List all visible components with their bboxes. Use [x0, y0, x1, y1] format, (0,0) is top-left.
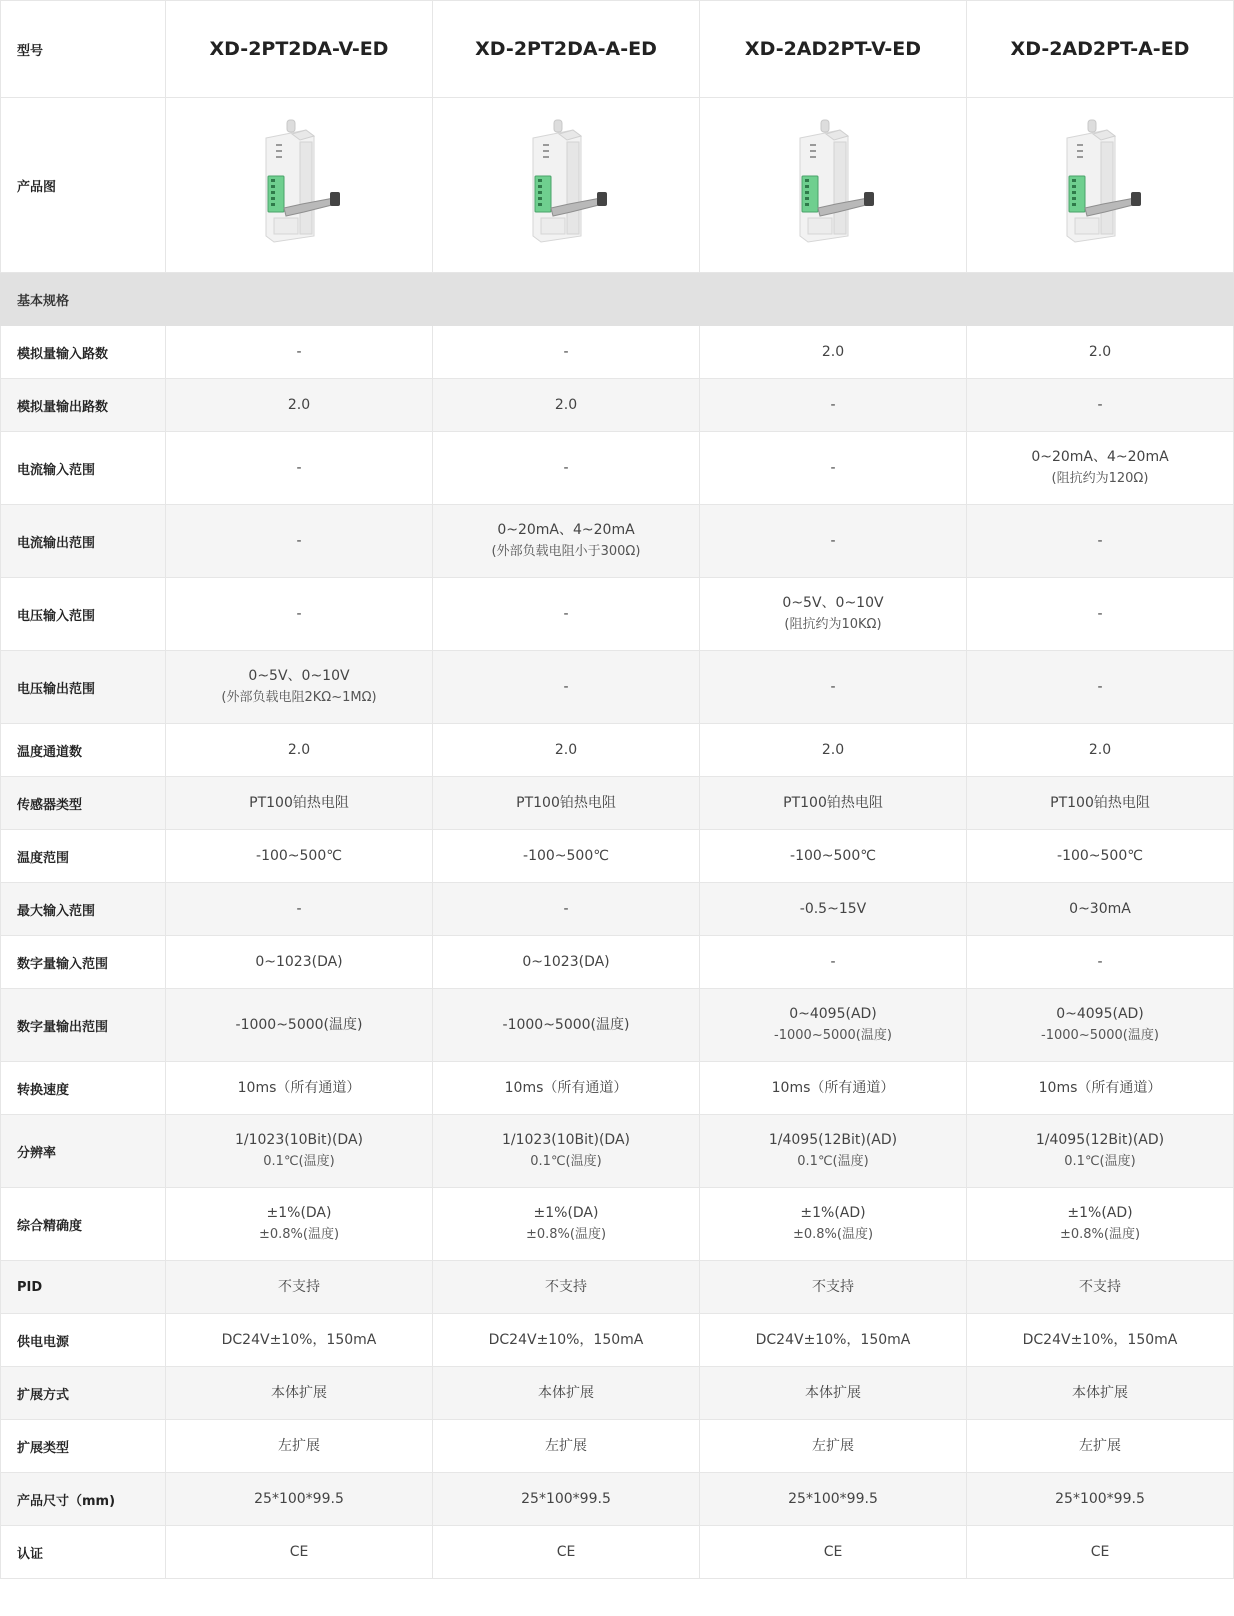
value-line: PT100铂热电阻: [249, 794, 349, 811]
row-label: 电压输出范围: [1, 651, 166, 724]
value-note: 0.1℃(温度): [530, 1154, 602, 1169]
spec-value: [700, 1314, 967, 1367]
value-line: PT100铂热电阻: [783, 794, 883, 811]
row-label: 扩展类型: [1, 1420, 166, 1473]
spec-value: [700, 1526, 967, 1579]
value-line: 本体扩展: [805, 1384, 861, 1401]
value-line: -100~500℃: [256, 847, 342, 864]
value-line: -100~500℃: [523, 847, 609, 864]
value-line: -100~500℃: [1057, 847, 1143, 864]
value-line: 1/4095(12Bit)(AD): [1035, 1132, 1165, 1148]
value-line: -: [563, 678, 569, 695]
value-line: 不支持: [278, 1278, 320, 1295]
spec-value: [433, 1062, 700, 1115]
value-note: (外部负载电阻2KΩ~1MΩ): [221, 690, 377, 705]
spec-row: [1, 883, 1234, 936]
spec-value: [700, 1367, 967, 1420]
spec-value: [433, 989, 700, 1062]
spec-value: [967, 1420, 1234, 1473]
value-note: 0.1℃(温度): [797, 1154, 869, 1169]
value-line: CE: [556, 1543, 576, 1560]
row-label: 数字量输入范围: [1, 936, 166, 989]
value-line: 25*100*99.5: [788, 1490, 878, 1507]
spec-value: [166, 1261, 433, 1314]
row-label: PID: [1, 1261, 166, 1314]
value-note: 0.1℃(温度): [263, 1154, 335, 1169]
spec-value: [967, 883, 1234, 936]
plc-module-image: [778, 118, 888, 248]
spec-value: [700, 379, 967, 432]
spec-value: [433, 830, 700, 883]
value-note: -1000~5000(温度): [774, 1028, 892, 1043]
value-line: -: [1097, 605, 1103, 622]
spec-value: [967, 1367, 1234, 1420]
section-title: 基本规格: [1, 273, 1234, 326]
value-line: -: [1097, 396, 1103, 413]
value-line: 不支持: [545, 1278, 587, 1295]
spec-value: [967, 1188, 1234, 1261]
value-line: -100~500℃: [790, 847, 876, 864]
value-line: ±1%(DA): [533, 1205, 599, 1221]
plc-module-image: [1045, 118, 1155, 248]
value-line: 2.0: [287, 741, 311, 758]
spec-row: [1, 1188, 1234, 1261]
spec-row: [1, 432, 1234, 505]
value-line: -: [296, 459, 302, 476]
spec-value: [166, 936, 433, 989]
row-label: 传感器类型: [1, 777, 166, 830]
spec-value: [433, 883, 700, 936]
spec-value: [700, 724, 967, 777]
spec-value: [967, 379, 1234, 432]
value-line: -: [830, 459, 836, 476]
value-line: 左扩展: [812, 1437, 854, 1454]
product-image-cell: [433, 98, 700, 273]
value-line: -0.5~15V: [799, 900, 867, 917]
value-line: 左扩展: [1079, 1437, 1121, 1454]
spec-row: [1, 1261, 1234, 1314]
spec-value: [967, 505, 1234, 578]
row-label: 型号: [1, 1, 166, 98]
value-line: 25*100*99.5: [254, 1490, 344, 1507]
value-line: -: [1097, 532, 1103, 549]
value-note: ±0.8%(温度): [792, 1227, 874, 1242]
spec-value: [700, 651, 967, 724]
row-label: 温度范围: [1, 830, 166, 883]
spec-value: [700, 883, 967, 936]
spec-value: [433, 1314, 700, 1367]
value-line: 不支持: [1079, 1278, 1121, 1295]
value-line: DC24V±10%，150mA: [1022, 1331, 1178, 1348]
value-line: 本体扩展: [271, 1384, 327, 1401]
spec-value: [967, 1473, 1234, 1526]
spec-value: [967, 1261, 1234, 1314]
value-line: ±1%(AD): [800, 1205, 866, 1221]
spec-value: [433, 578, 700, 651]
value-line: CE: [1090, 1543, 1110, 1560]
value-line: ±1%(AD): [1067, 1205, 1133, 1221]
spec-value: [700, 830, 967, 883]
value-note: ±0.8%(温度): [525, 1227, 607, 1242]
value-line: CE: [289, 1543, 309, 1560]
row-label: 数字量输出范围: [1, 989, 166, 1062]
value-line: 1/4095(12Bit)(AD): [768, 1132, 898, 1148]
spec-value: [967, 651, 1234, 724]
value-line: 本体扩展: [538, 1384, 594, 1401]
row-label: 产品图: [1, 98, 166, 273]
value-line: 0~5V、0~10V: [248, 668, 350, 684]
spec-row: [1, 505, 1234, 578]
spec-value: [166, 1526, 433, 1579]
spec-value: [166, 326, 433, 379]
row-label: 模拟量输入路数: [1, 326, 166, 379]
spec-row: [1, 1526, 1234, 1579]
spec-value: [166, 1314, 433, 1367]
spec-row: [1, 777, 1234, 830]
value-note: (阻抗约为10KΩ): [784, 617, 882, 632]
spec-value: [166, 883, 433, 936]
spec-value: [166, 379, 433, 432]
spec-row: [1, 830, 1234, 883]
spec-value: [166, 1420, 433, 1473]
value-line: -: [830, 953, 836, 970]
spec-value: [700, 1062, 967, 1115]
spec-value: [700, 1473, 967, 1526]
value-line: DC24V±10%，150mA: [221, 1331, 377, 1348]
row-label: 供电电源: [1, 1314, 166, 1367]
spec-value: [433, 1420, 700, 1473]
spec-value: [433, 1261, 700, 1314]
value-note: ±0.8%(温度): [258, 1227, 340, 1242]
product-image-cell: [166, 98, 433, 273]
spec-value: [700, 326, 967, 379]
spec-row: [1, 1062, 1234, 1115]
spec-value: [166, 777, 433, 830]
spec-value: [967, 777, 1234, 830]
value-line: PT100铂热电阻: [1050, 794, 1150, 811]
value-line: -: [830, 678, 836, 695]
spec-value: [700, 989, 967, 1062]
value-line: -1000~5000(温度): [502, 1016, 630, 1033]
spec-row: [1, 1420, 1234, 1473]
spec-value: [700, 936, 967, 989]
spec-value: [967, 326, 1234, 379]
spec-value: [433, 1526, 700, 1579]
spec-value: [967, 1062, 1234, 1115]
value-line: -: [296, 605, 302, 622]
spec-value: [967, 989, 1234, 1062]
value-line: 10ms（所有通道）: [504, 1079, 628, 1096]
spec-value: [967, 1314, 1234, 1367]
value-note: ±0.8%(温度): [1059, 1227, 1141, 1242]
spec-value: [433, 1115, 700, 1188]
spec-value: [433, 379, 700, 432]
product-image-row: [1, 98, 1234, 273]
row-label: 电流输出范围: [1, 505, 166, 578]
spec-value: [166, 578, 433, 651]
value-note: 0.1℃(温度): [1064, 1154, 1136, 1169]
spec-row: [1, 1314, 1234, 1367]
value-line: 1/1023(10Bit)(DA): [501, 1132, 630, 1148]
value-line: -1000~5000(温度): [235, 1016, 363, 1033]
spec-value: [166, 432, 433, 505]
spec-row: [1, 1115, 1234, 1188]
value-line: 10ms（所有通道）: [237, 1079, 361, 1096]
spec-value: [166, 1367, 433, 1420]
spec-value: [967, 578, 1234, 651]
value-line: 0~1023(DA): [255, 953, 343, 970]
value-line: 25*100*99.5: [521, 1490, 611, 1507]
row-label: 最大输入范围: [1, 883, 166, 936]
value-line: 25*100*99.5: [1055, 1490, 1145, 1507]
value-line: 2.0: [554, 741, 578, 758]
value-line: -: [830, 396, 836, 413]
row-label: 温度通道数: [1, 724, 166, 777]
value-line: 2.0: [821, 343, 845, 360]
product-image-cell: [967, 98, 1234, 273]
spec-row: [1, 379, 1234, 432]
spec-value: [433, 936, 700, 989]
value-line: PT100铂热电阻: [516, 794, 616, 811]
value-line: ±1%(DA): [266, 1205, 332, 1221]
value-line: 2.0: [1088, 343, 1112, 360]
spec-value: [166, 830, 433, 883]
row-label: 综合精确度: [1, 1188, 166, 1261]
value-line: -: [563, 605, 569, 622]
spec-value: [166, 724, 433, 777]
value-line: -: [1097, 678, 1103, 695]
spec-row: [1, 989, 1234, 1062]
value-line: 10ms（所有通道）: [771, 1079, 895, 1096]
plc-module-image: [511, 118, 621, 248]
value-line: -: [296, 532, 302, 549]
model-name: XD-2AD2PT-V-ED: [700, 1, 967, 98]
value-note: (外部负载电阻小于300Ω): [491, 544, 641, 559]
value-line: 1/1023(10Bit)(DA): [234, 1132, 363, 1148]
spec-value: [967, 936, 1234, 989]
spec-value: [433, 1367, 700, 1420]
value-line: -: [296, 900, 302, 917]
row-label: 扩展方式: [1, 1367, 166, 1420]
spec-value: [967, 432, 1234, 505]
value-line: 不支持: [812, 1278, 854, 1295]
row-label: 电流输入范围: [1, 432, 166, 505]
spec-value: [166, 1188, 433, 1261]
spec-value: [433, 724, 700, 777]
spec-value: [700, 432, 967, 505]
spec-value: [700, 578, 967, 651]
value-line: DC24V±10%，150mA: [488, 1331, 644, 1348]
spec-value: [433, 651, 700, 724]
spec-row: [1, 578, 1234, 651]
row-label: 产品尺寸（mm): [1, 1473, 166, 1526]
spec-row: [1, 651, 1234, 724]
spec-row: [1, 936, 1234, 989]
value-line: -: [563, 343, 569, 360]
spec-value: [433, 432, 700, 505]
spec-value: [166, 1115, 433, 1188]
spec-value: [700, 505, 967, 578]
row-label: 转换速度: [1, 1062, 166, 1115]
row-label: 分辨率: [1, 1115, 166, 1188]
spec-value: [166, 1473, 433, 1526]
spec-value: [700, 777, 967, 830]
spec-value: [433, 1188, 700, 1261]
model-name: XD-2PT2DA-V-ED: [166, 1, 433, 98]
spec-value: [967, 1526, 1234, 1579]
spec-value: [433, 777, 700, 830]
spec-value: [433, 505, 700, 578]
value-line: -: [296, 343, 302, 360]
row-label: 电压输入范围: [1, 578, 166, 651]
value-note: -1000~5000(温度): [1041, 1028, 1159, 1043]
spec-row: [1, 1473, 1234, 1526]
value-line: 0~5V、0~10V: [782, 595, 884, 611]
spec-value: [967, 1115, 1234, 1188]
value-line: -: [563, 459, 569, 476]
value-line: 左扩展: [545, 1437, 587, 1454]
value-line: 10ms（所有通道）: [1038, 1079, 1162, 1096]
spec-value: [700, 1115, 967, 1188]
spec-value: [433, 326, 700, 379]
spec-value: [166, 651, 433, 724]
value-line: -: [830, 532, 836, 549]
value-line: 0~4095(AD): [789, 1006, 877, 1022]
spec-value: [166, 989, 433, 1062]
value-line: -: [563, 900, 569, 917]
value-line: 0~20mA、4~20mA: [497, 522, 635, 538]
spec-row: [1, 326, 1234, 379]
spec-row: [1, 724, 1234, 777]
value-line: -: [1097, 953, 1103, 970]
value-line: 0~20mA、4~20mA: [1031, 449, 1169, 465]
spec-value: [166, 1062, 433, 1115]
spec-value: [967, 724, 1234, 777]
spec-row: [1, 1367, 1234, 1420]
value-line: 2.0: [554, 396, 578, 413]
value-line: 0~30mA: [1069, 900, 1131, 917]
model-header-row: [1, 1, 1234, 98]
spec-value: [700, 1420, 967, 1473]
value-line: DC24V±10%，150mA: [755, 1331, 911, 1348]
row-label: 模拟量输出路数: [1, 379, 166, 432]
value-line: 2.0: [821, 741, 845, 758]
value-line: 左扩展: [278, 1437, 320, 1454]
spec-value: [433, 1473, 700, 1526]
spec-value: [967, 830, 1234, 883]
value-line: 2.0: [287, 396, 311, 413]
value-line: 本体扩展: [1072, 1384, 1128, 1401]
plc-module-image: [244, 118, 354, 248]
model-name: XD-2AD2PT-A-ED: [967, 1, 1234, 98]
row-label: 认证: [1, 1526, 166, 1579]
spec-value: [700, 1188, 967, 1261]
value-line: 0~4095(AD): [1056, 1006, 1144, 1022]
value-line: 2.0: [1088, 741, 1112, 758]
section-header-row: [1, 273, 1234, 326]
value-line: CE: [823, 1543, 843, 1560]
value-note: (阻抗约为120Ω): [1051, 471, 1149, 486]
spec-value: [700, 1261, 967, 1314]
model-name: XD-2PT2DA-A-ED: [433, 1, 700, 98]
spec-value: [166, 505, 433, 578]
value-line: 0~1023(DA): [522, 953, 610, 970]
product-image-cell: [700, 98, 967, 273]
